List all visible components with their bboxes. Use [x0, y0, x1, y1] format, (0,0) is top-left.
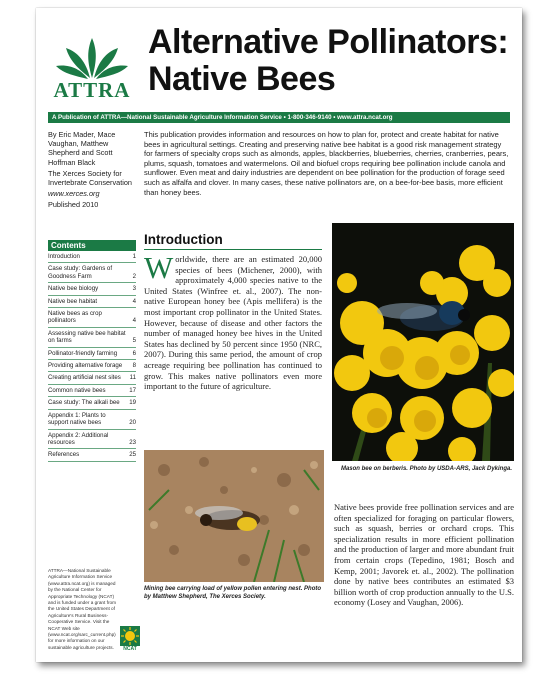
published-date: Published 2010: [48, 200, 99, 210]
contents-item-page: 20: [129, 419, 136, 427]
contents-item-page: 25: [129, 451, 136, 459]
contents-item[interactable]: [48, 251, 136, 263]
mason-bee-caption: Mason bee on berberis. Photo by USDA-ARS, Jack Dykinga.: [340, 466, 512, 472]
contents-item[interactable]: [48, 263, 136, 283]
contents-item-page: 1: [132, 253, 136, 260]
mining-bee-photo: [144, 450, 324, 582]
title-line-2: Native Bees: [148, 60, 336, 98]
contents-item-page: 23: [129, 438, 136, 446]
contents-heading: Contents: [48, 240, 136, 251]
author-names: By Eric Mader, Mace Vaughan, Matthew Shepherd and Scott Hoffman Black: [48, 130, 116, 167]
contents-item-label: Native bee biology: [48, 285, 99, 293]
contents-item[interactable]: [48, 283, 136, 295]
contents-item-page: 19: [129, 399, 136, 407]
contents-item-label: References: [48, 451, 80, 459]
contents-item-page: 8: [132, 362, 136, 370]
ncat-label: NCAT: [123, 646, 137, 652]
introduction-body: [144, 250, 322, 392]
contents-item-label: Native bee habitat: [48, 297, 98, 305]
contents-item[interactable]: [48, 348, 136, 360]
contents-item-page: 4: [132, 297, 136, 305]
contents-item[interactable]: [48, 397, 136, 409]
contents-item-page: 2: [132, 272, 136, 280]
contents-item-label: Pollinator-friendly farming: [48, 349, 118, 357]
ncat-logo: [120, 626, 140, 652]
contents-item-label: Introduction: [48, 253, 80, 260]
author-block: [48, 130, 136, 212]
drop-cap: W: [144, 250, 174, 285]
contents-item-page: 4: [132, 317, 136, 325]
contents-item-label: Appendix 1: Plants to support native bees: [48, 411, 106, 427]
contents-item-label: Case study: The alkali bee: [48, 399, 120, 407]
attra-logo-text: ATTRA: [53, 78, 131, 102]
contents-item-label: Common native bees: [48, 386, 106, 394]
summary-paragraph: This publication provides information and resources on how to plan for, protect and create habitat for native bees in agricultural settings. Creating and preserving native bee habitat is a good risk management strategy for farmers of specialty crops such as almonds, apples, blackberries, blueberries, cherries, cranberries, pears, plums, squash, tomatoes and watermelons. Oil and biofuel crops requiring bee pollination include canola and sunflower. Even meat and dairy industries are dependent on bee pollination for the production of forage seed such as alfalfa and clover. In many cases, these native pollinators are, on a bee-for-bee basis, more efficient than honey bees.: [144, 130, 509, 197]
native-bees-paragraph: Native bees provide free pollination services and are often specialized for foraging on particular flowers, such as squash, berries or orchard crops. This specialization results in more efficient pollination and the production of larger and more abundant fruit from certain crops (Tepedino, 1981; Bosch and Kemp, 2001; Javorek et. al., 2002). The pollination done by native bees contributes an estimated $3 billion worth of crop production annually to the U.S. economy (Losey and Vaughan, 2006).: [334, 502, 514, 608]
publication-banner: A Publication of ATTRA—National Sustainable Agriculture Information Service • 1-800-346-9140 • www.attra.ncat.org: [48, 112, 510, 123]
contents-item[interactable]: [48, 296, 136, 308]
contents-item[interactable]: [48, 360, 136, 372]
contents-item[interactable]: [48, 430, 136, 450]
attra-footer-note: ATTRA—National Sustainable Agriculture Information Service (www.attra.ncat.org) is managed by the National Center for Appropriate Technology (NCAT) and is funded under a grant from the United States Department of Agriculture's Rural Business-Cooperative Service. Visit the NCAT Web site (www.ncat.org/sarc_current.php) for more information on our sustainable agriculture projects.: [48, 568, 117, 650]
contents-list: [48, 251, 136, 462]
contents-item-page: 5: [132, 337, 136, 345]
contents-item-page: 6: [132, 349, 136, 357]
introduction-heading: Introduction: [144, 232, 223, 247]
document-page: [36, 8, 522, 662]
author-site[interactable]: www.xerces.org: [48, 189, 100, 199]
contents-item-label: Assessing native bee habitat on farms: [48, 329, 126, 345]
contents-item-page: 11: [129, 374, 136, 382]
contents-item-label: Creating artificial nest sites: [48, 374, 121, 382]
contents-item[interactable]: [48, 372, 136, 384]
contents-item[interactable]: [48, 410, 136, 430]
contents-item[interactable]: [48, 385, 136, 397]
introduction-text: orldwide, there are an estimated 20,000 species of bees (Michener, 2000), with approximately 4,000 species native to the United States (Winfree et. al., 2007). The non-native European honey bee (Apis mellifera) is the most important crop pollinator in the United States. However, because of disease and other factors the number of managed honey bee hives in the United States has declined by 50 percent since 1950 (NRC, 2007). During this same period, the amount of crop acreage requiring bee pollination has continued to grow. This makes native pollinators even more important to the future of agriculture.: [144, 254, 322, 392]
contents-item[interactable]: [48, 449, 136, 461]
contents-item[interactable]: [48, 308, 136, 328]
contents-item-page: 3: [132, 285, 136, 293]
contents-item-label: Case study: Gardens of Goodness Farm: [48, 265, 113, 280]
contents-item[interactable]: [48, 328, 136, 348]
title-line-1: Alternative Pollinators:: [148, 23, 509, 61]
author-org: The Xerces Society for Invertebrate Conservation: [48, 168, 132, 188]
mining-bee-caption: Mining bee carrying load of yellow pollen entering nest. Photo by Matthew Shepherd, The Xerces Society.: [144, 586, 322, 600]
contents-box: [48, 240, 136, 462]
contents-item-label: Appendix 2: Additional resources: [48, 431, 109, 446]
mason-bee-photo: [332, 223, 514, 461]
contents-item-page: 17: [129, 386, 136, 394]
ncat-sun-icon: [120, 626, 140, 646]
contents-item-label: Providing alternative forage: [48, 362, 123, 370]
contents-item-label: Native bees as crop pollinators: [48, 310, 102, 325]
document-title: [148, 24, 518, 98]
